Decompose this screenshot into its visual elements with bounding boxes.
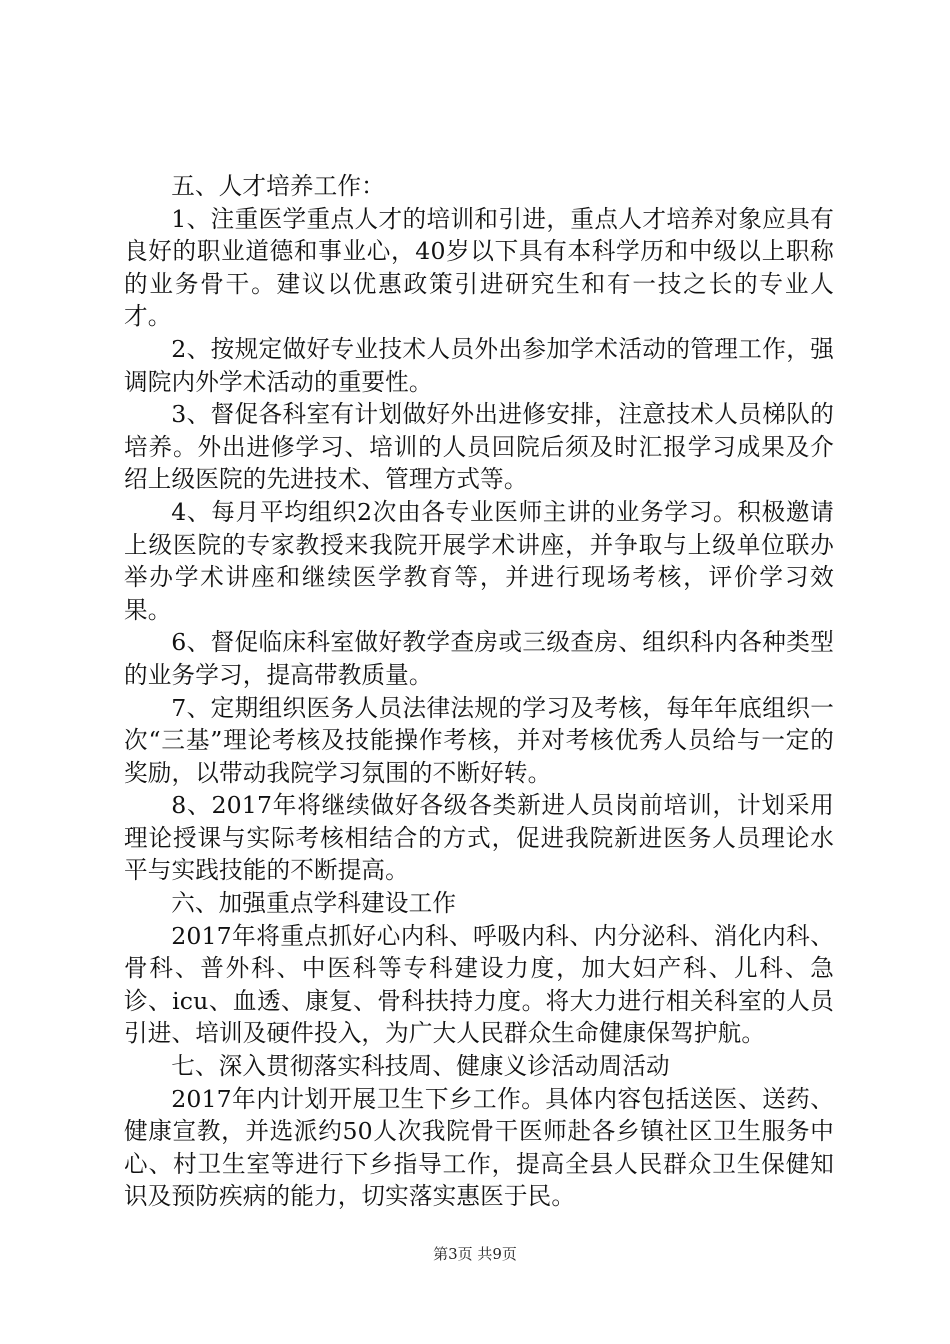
- document-body: [124, 170, 834, 1213]
- paragraph-talent-item-4: 4、每月平均组织2次由各专业医师主讲的业务学习。积极邀请上级医院的专家教授来我院开展学术讲座，并争取与上级单位联办举办学术讲座和继续医学教育等，并进行现场考核，评价学习效果。: [124, 497, 834, 624]
- paragraph-talent-item-3: 3、督促各科室有计划做好外出进修安排，注意技术人员梯队的培养。外出进修学习、培训的人员回院后须及时汇报学习成果及介绍上级医院的先进技术、管理方式等。: [124, 400, 834, 494]
- page-number-footer: 第3页 共9页: [433, 1245, 517, 1263]
- paragraph-talent-item-2: 2、按规定做好专业技术人员外出参加学术活动的管理工作，强调院内外学术活动的重要性。: [124, 334, 834, 396]
- section-heading-science-week: 七、深入贯彻落实科技周、健康义诊活动周活动: [171, 1052, 670, 1081]
- paragraph-talent-item-8: 8、2017年将继续做好各级各类新进人员岗前培训，计划采用理论授课与实际考核相结合的方式，促进我院新进医务人员理论水平与实践技能的不断提高。: [124, 791, 834, 885]
- paragraph-key-disciplines: 2017年将重点抓好心内科、呼吸内科、内分泌科、消化内科、骨科、普外科、中医科等专科建设力度，加大妇产科、儿科、急诊、icu、血透、康复、骨科扶持力度。将大力进行相关科室的人员引进、培训及硬件投入，为广大人民群众生命健康保驾护航。: [124, 921, 834, 1048]
- paragraph-talent-item-6: 6、督促临床科室做好教学查房或三级查房、组织科内各种类型的业务学习，提高带教质量。: [124, 628, 834, 689]
- paragraph-talent-item-1: 1、注重医学重点人才的培训和引进，重点人才培养对象应具有良好的职业道德和事业心，40岁以下具有本科学历和中级以上职称的业务骨干。建议以优惠政策引进研究生和有一技之长的专业人才。: [124, 204, 834, 331]
- paragraph-science-week: 2017年内计划开展卫生下乡工作。具体内容包括送医、送药、健康宣教，并选派约50人次我院骨干医师赴各乡镇社区卫生服务中心、村卫生室等进行下乡指导工作，提高全县人民群众卫生保健知识及预防疾病的能力，切实落实惠医于民。: [124, 1084, 834, 1211]
- paragraph-talent-item-7: 7、定期组织医务人员法律法规的学习及考核，每年年底组织一次“三基”理论考核及技能操作考核，并对考核优秀人员给与一定的奖励，以带动我院学习氛围的不断好转。: [124, 693, 834, 787]
- section-heading-key-disciplines: 六、加强重点学科建设工作: [171, 889, 457, 918]
- section-heading-talent-training: 五、人才培养工作：: [171, 172, 385, 200]
